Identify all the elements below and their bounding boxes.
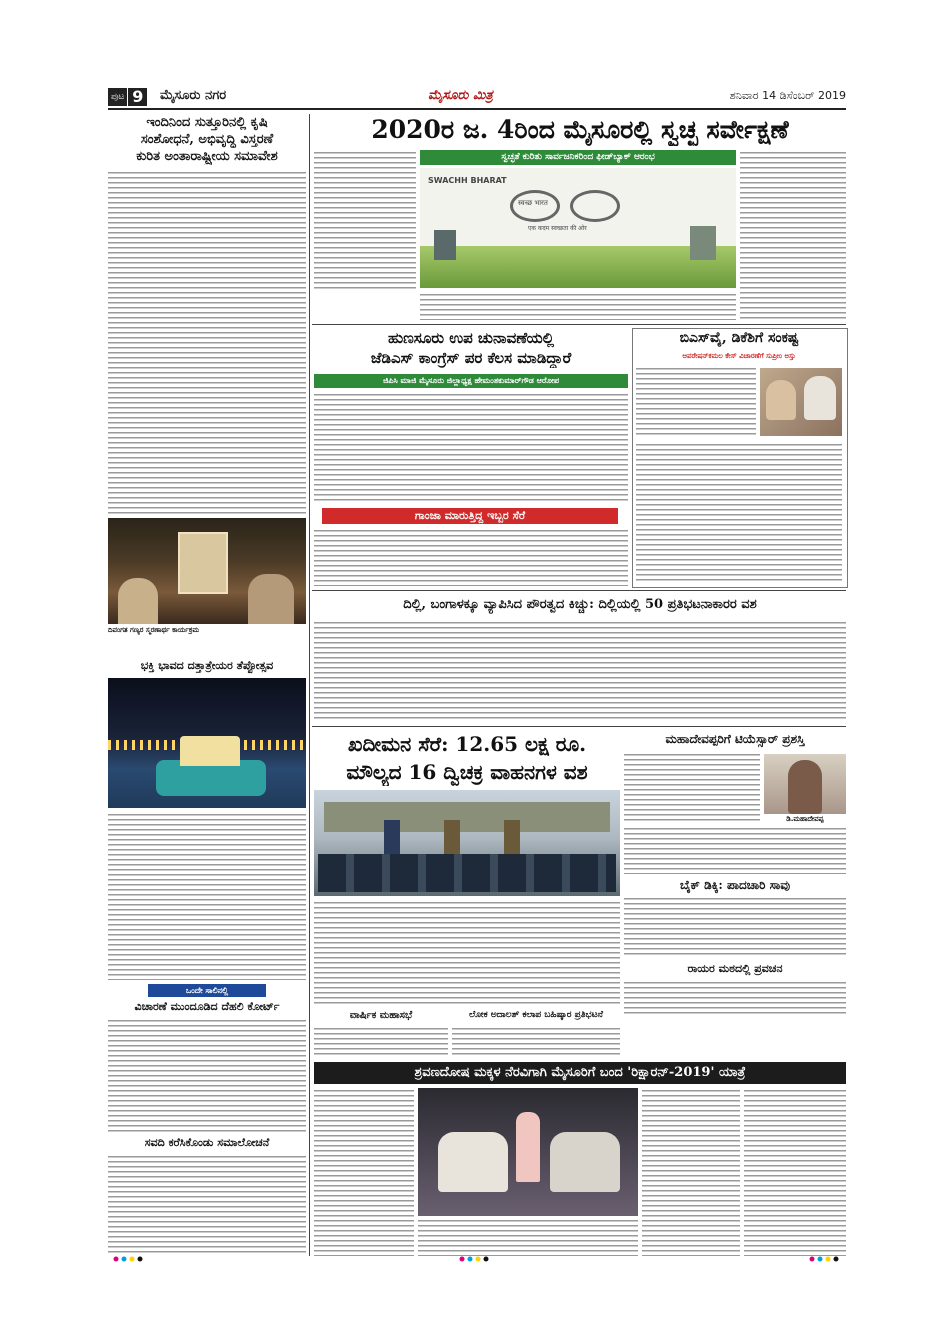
theft-headline-line1: ಖದೀಮನ ಸೆರೆ: 12.65 ಲಕ್ಷ ರೂ. — [347, 732, 587, 756]
person-silhouette-icon — [804, 376, 836, 420]
agm-headline: ವಾರ್ಷಿಕ ಮಹಾಸಭೆ — [349, 1010, 413, 1021]
person-silhouette-icon — [118, 578, 158, 624]
person-silhouette-icon — [504, 820, 520, 854]
yatra-photo-caption-text — [418, 1218, 638, 1256]
theft-headline — [314, 730, 620, 786]
ganja-headline: ಗಾಂಜಾ ಮಾರುತ್ತಿದ್ದ ಇಬ್ಬರ ಸೆರೆ — [322, 508, 618, 524]
ganja-body-text — [314, 528, 628, 586]
person-silhouette-icon — [766, 380, 796, 420]
bsy-kicker: ಆಪರೇಷನ್‌ಕಮಲ ಕೇಸ್ ವಿಚಾರಣೆಗೆ ಸುಪ್ರೀಂ ಅಸ್ತು — [682, 352, 796, 360]
leaders-photo — [760, 368, 842, 436]
krishi-event-photo — [108, 518, 306, 624]
divider — [312, 590, 846, 591]
award-photo-caption: ಡಿ.ಮಹಾದೇವಪ್ಪ — [786, 815, 824, 823]
krishi-headline-line2: ಸಂಶೋಧನೆ, ಅಭಿವೃದ್ಧಿ ವಿಸ್ತರಣೆ — [140, 132, 274, 147]
krishi-photo-caption-text: ದಿವಂಗತ ಗಣ್ಯರ ಸ್ಮರಣಾರ್ಥ ಕಾರ್ಯಕ್ರಮ — [108, 626, 199, 634]
spectacle-right-icon — [570, 190, 620, 222]
krishi-headline-line1: ಇಂದಿನಿಂದ ಸುತ್ತೂರಿನಲ್ಲಿ ಕೃಷಿ — [146, 115, 268, 130]
rayara-headline: ರಾಯರ ಮಠದಲ್ಲಿ ಪ್ರವಚನ — [687, 962, 783, 975]
black-dot-icon — [834, 1257, 839, 1262]
datta-body-text — [108, 812, 306, 980]
logo-tagline-text: एक कदम स्वच्छता की ओर — [528, 225, 587, 232]
cyan-dot-icon — [122, 1257, 127, 1262]
column-divider — [309, 114, 310, 1256]
onde-kicker: ಒಂದೇ ಸಾಲಿನಲ್ಲಿ — [148, 984, 266, 997]
seized-bikes-photo — [314, 790, 620, 896]
award-headline: ಮಹಾದೇವಪ್ಪರಿಗೆ ಟಿಯೆಸ್ಸಾರ್ ಪ್ರಶಸ್ತಿ — [665, 732, 805, 746]
divider — [312, 324, 846, 325]
rickshaw-rally-photo — [418, 1088, 638, 1216]
cyan-dot-icon — [468, 1257, 473, 1262]
bsy-body-col — [636, 366, 756, 438]
yellow-dot-icon — [476, 1257, 481, 1262]
canopy-icon — [180, 736, 240, 766]
green-city-icon — [420, 246, 736, 288]
delhi-headline: ದಿಲ್ಲಿ, ಬಂಗಾಳಕ್ಕೂ ವ್ಯಾಪಿಸಿದ ಪೌರತ್ವದ ಕಿಚ್ಚು: ದಿಲ್ಲಿಯಲ್ಲಿ 50 ಪ್ರತಿಭಟನಾಕಾರರ ವಶ — [403, 597, 757, 612]
hunsur-subhead: ಜಿಪಿಸಿ ಮಾಜಿ ಮೈಸೂರು ಜಿಲ್ಲಾಧ್ಯಕ್ಷ ಹೇಮಂತಕುಮಾರ್‌ಗೌಡ ಆರೋಪ — [314, 374, 628, 388]
yatra-body-col3 — [642, 1088, 740, 1256]
lead-headline: 2020ರ ಜ. 4ರಿಂದ ಮೈಸೂರಲ್ಲಿ ಸ್ವಚ್ಛ ಸರ್ವೇಕ್ಷಣೆ — [371, 115, 789, 144]
rayara-body-text — [624, 980, 846, 1016]
page-header — [108, 86, 846, 110]
krishi-headline — [108, 114, 306, 166]
issue-date: ಶನಿವಾರ 14 ಡಿಸೆಂಬರ್ 2019 — [729, 89, 846, 102]
logo-hindi-text: स्वच्छ भारत — [518, 199, 548, 207]
award-body-text — [624, 826, 846, 874]
autorickshaw-icon — [550, 1132, 620, 1192]
bsy-headline: ಬಿಎಸ್‌ವೈ, ಡಿಕೆಶಿಗೆ ಸಂಕಷ್ಟ — [679, 330, 799, 346]
datta-headline: ಭಕ್ತಿ ಭಾವದ ದತ್ತಾತ್ರೇಯರ ತೆಪ್ಪೋತ್ಸವ — [140, 659, 274, 672]
masthead: ಮೈಸೂರು ಮಿತ್ರ — [428, 88, 493, 103]
award-body-col — [624, 752, 760, 822]
portrait-frame-icon — [178, 532, 228, 594]
registration-dots-icon — [108, 1256, 846, 1262]
delhi-body-text — [314, 620, 846, 722]
krishi-body-text — [108, 170, 306, 514]
bsy-body-text — [636, 442, 842, 582]
page-number-box — [108, 88, 147, 106]
building-icon — [324, 802, 610, 832]
lead-subhead: ಸ್ವಚ್ಛತೆ ಕುರಿತು ಸಾರ್ವಜನಿಕರಿಂದ ಫೀಡ್‌ಬ್ಯಾಕ್ ಆರಂಭ — [420, 150, 736, 165]
yatra-body-col1 — [314, 1088, 414, 1256]
yellow-dot-icon — [130, 1257, 135, 1262]
motorcycle-row-icon — [318, 854, 616, 892]
savadi-body-text — [108, 1154, 306, 1256]
magenta-dot-icon — [114, 1257, 119, 1262]
building-icon — [434, 230, 456, 260]
datta-float-photo — [108, 678, 306, 808]
person-silhouette-icon — [384, 820, 400, 854]
person-silhouette-icon — [444, 820, 460, 854]
newspaper-page — [108, 86, 846, 1266]
savadi-headline: ಸವದಿ ಕರೆಸಿಕೊಂಡು ಸಮಾಲೋಚನೆ — [144, 1136, 270, 1149]
hunsur-headline — [314, 328, 628, 370]
agm-body-text — [314, 1026, 448, 1056]
person-silhouette-icon — [516, 1112, 540, 1182]
black-dot-icon — [138, 1257, 143, 1262]
mahadevappa-photo — [764, 754, 846, 814]
lok-headline: ಲೋಕ ಅದಾಲತ್ ಕಲಾಪ ಬಹಿಷ್ಕಾರ ಪ್ರತಿಭಟನೆ — [469, 1010, 603, 1020]
bike-body-text — [624, 896, 846, 958]
court-body-text — [108, 1018, 306, 1132]
section-title: ಮೈಸೂರು ನಗರ — [160, 88, 227, 103]
magenta-dot-icon — [460, 1257, 465, 1262]
swachh-bharat-graphic — [420, 168, 736, 288]
black-dot-icon — [484, 1257, 489, 1262]
yatra-body-col4 — [744, 1088, 846, 1256]
theft-body-text — [314, 900, 620, 1006]
krishi-headline-line3: ಕುರಿತ ಅಂತಾರಾಷ್ಟ್ರೀಯ ಸಮಾವೇಶ — [136, 149, 278, 164]
page-label: ಪುಟ — [108, 88, 127, 106]
lead-body-col4 — [740, 150, 846, 320]
hunsur-body-text — [314, 392, 628, 504]
theft-headline-line2: ಮೌಲ್ಯದ 16 ದ್ವಿಚಕ್ರ ವಾಹನಗಳ ವಶ — [346, 760, 588, 784]
divider — [312, 726, 846, 727]
building-icon — [690, 226, 716, 260]
lead-body-col1 — [314, 150, 416, 290]
autorickshaw-icon — [438, 1132, 508, 1192]
swachh-bharat-logo-icon: SWACHH BHARAT — [428, 176, 507, 185]
person-portrait-icon — [788, 760, 822, 814]
page-number: 9 — [128, 88, 147, 106]
yellow-dot-icon — [826, 1257, 831, 1262]
yatra-headline: ಶ್ರವಣದೋಷ ಮಕ್ಕಳ ನೆರವಿಗಾಗಿ ಮೈಸೂರಿಗೆ ಬಂದ 'ರಿಕ್ಷಾರನ್-2019' ಯಾತ್ರೆ — [314, 1062, 846, 1084]
cyan-dot-icon — [818, 1257, 823, 1262]
hunsur-headline-line2: ಜೆಡಿಎಸ್ ಕಾಂಗ್ರೆಸ್ ಪರ ಕೆಲಸ ಮಾಡಿದ್ದಾರೆ — [370, 349, 572, 367]
person-silhouette-icon — [248, 574, 294, 624]
lok-body-text — [452, 1026, 620, 1056]
hunsur-headline-line1: ಹುಣಸೂರು ಉಪ ಚುನಾವಣೆಯಲ್ಲಿ — [387, 329, 555, 347]
krishi-photo-caption — [108, 626, 306, 656]
court-headline: ವಿಚಾರಣೆ ಮುಂದೂಡಿದ ದೆಹಲಿ ಕೋರ್ಟ್ — [134, 1000, 280, 1013]
bike-headline: ಬೈಕ್ ಡಿಕ್ಕಿ: ಪಾದಚಾರಿ ಸಾವು — [679, 878, 791, 892]
lead-body-under-photo — [420, 292, 736, 320]
magenta-dot-icon — [810, 1257, 815, 1262]
